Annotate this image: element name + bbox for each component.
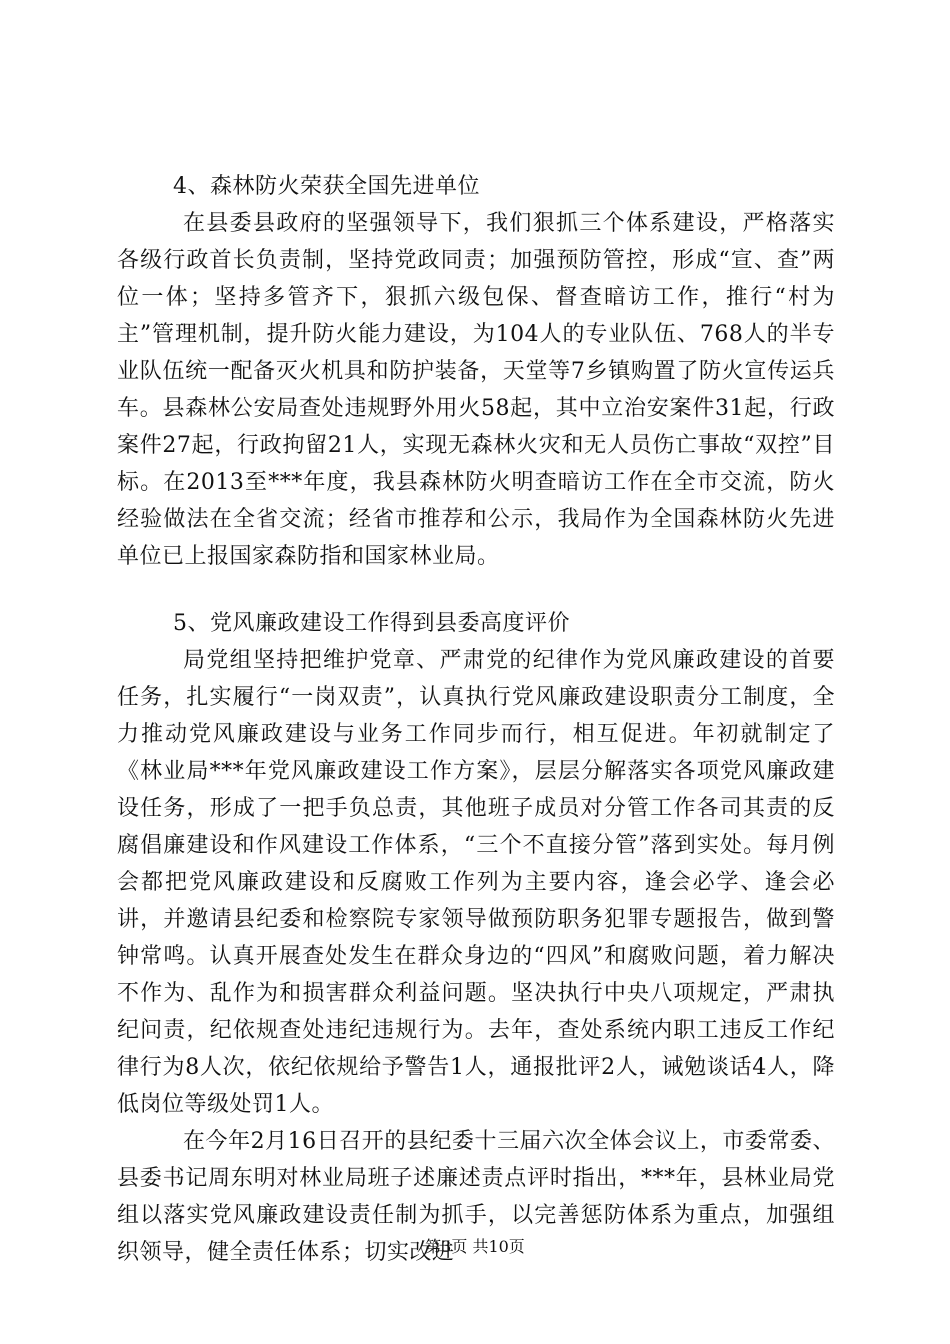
paragraph-forest-fire: 在县委县政府的坚强领导下，我们狠抓三个体系建设，严格落实各级行政首长负责制，坚持党政同责；加强预防管控，形成“宣、查”两位一体；坚持多管齐下，狠抓六级包保、督查暗访工作，推行“村为主”管理机制，提升防火能力建设，为104人的专业队伍、768人的半专业队伍统一配备灭火机具和防护装备，天堂等7乡镇购置了防火宣传运兵车。县森林公安局查处违规野外用火58起，其中立治安案件31起，行政案件27起，行政拘留21人，实现无森林火灾和无人员伤亡事故“双控”目标。在2013至***年度，我县森林防火明查暗访工作在全市交流，防火经验做法在全省交流；经省市推荐和公示，我局作为全国森林防火先进单位已上报国家森防指和国家林业局。: [117, 211, 835, 569]
section-heading-party-conduct: 5、党风廉政建设工作得到县委高度评价: [173, 611, 570, 636]
section-spacer: [117, 575, 835, 605]
paragraph-party-conduct-evaluation: 在今年2月16日召开的县纪委十三届六次全体会议上，市委常委、县委书记周东明对林业局班子述廉述责点评时指出，***年，县林业局党组以落实党风廉政建设责任制为抓手，以完善惩防体系为重点，加强组织领导，健全责任体系；切实改进: [117, 1129, 835, 1265]
paragraph-party-conduct: 局党组坚持把维护党章、严肃党的纪律作为党风廉政建设的首要任务，扎实履行“一岗双责”，认真执行党风廉政建设职责分工制度，全力推动党风廉政建设与业务工作同步而行，相互促进。年初就制定了《林业局***年党风廉政建设工作方案》，层层分解落实各项党风廉政建设任务，形成了一把手负总责，其他班子成员对分管工作各司其责的反腐倡廉建设和作风建设工作体系，“三个不直接分管”落到实处。每月例会都把党风廉政建设和反腐败工作列为主要内容，逢会必学、逢会必讲，并邀请县纪委和检察院专家领导做预防职务犯罪专题报告，做到警钟常鸣。认真开展查处发生在群众身边的“四风”和腐败问题，着力解决不作为、乱作为和损害群众利益问题。坚决执行中央八项规定，严肃执纪问责，纪依规查处违纪违规行为。去年，查处系统内职工违反工作纪律行为8人次，依纪依规给予警告1人，通报批评2人，诫勉谈话4人，降低岗位等级处罚1人。: [117, 648, 835, 1117]
section-heading-forest-fire: 4、森林防火荣获全国先进单位: [173, 174, 480, 199]
page-number-footer: 第3页 共10页: [425, 1237, 525, 1256]
document-body: [117, 168, 835, 1271]
